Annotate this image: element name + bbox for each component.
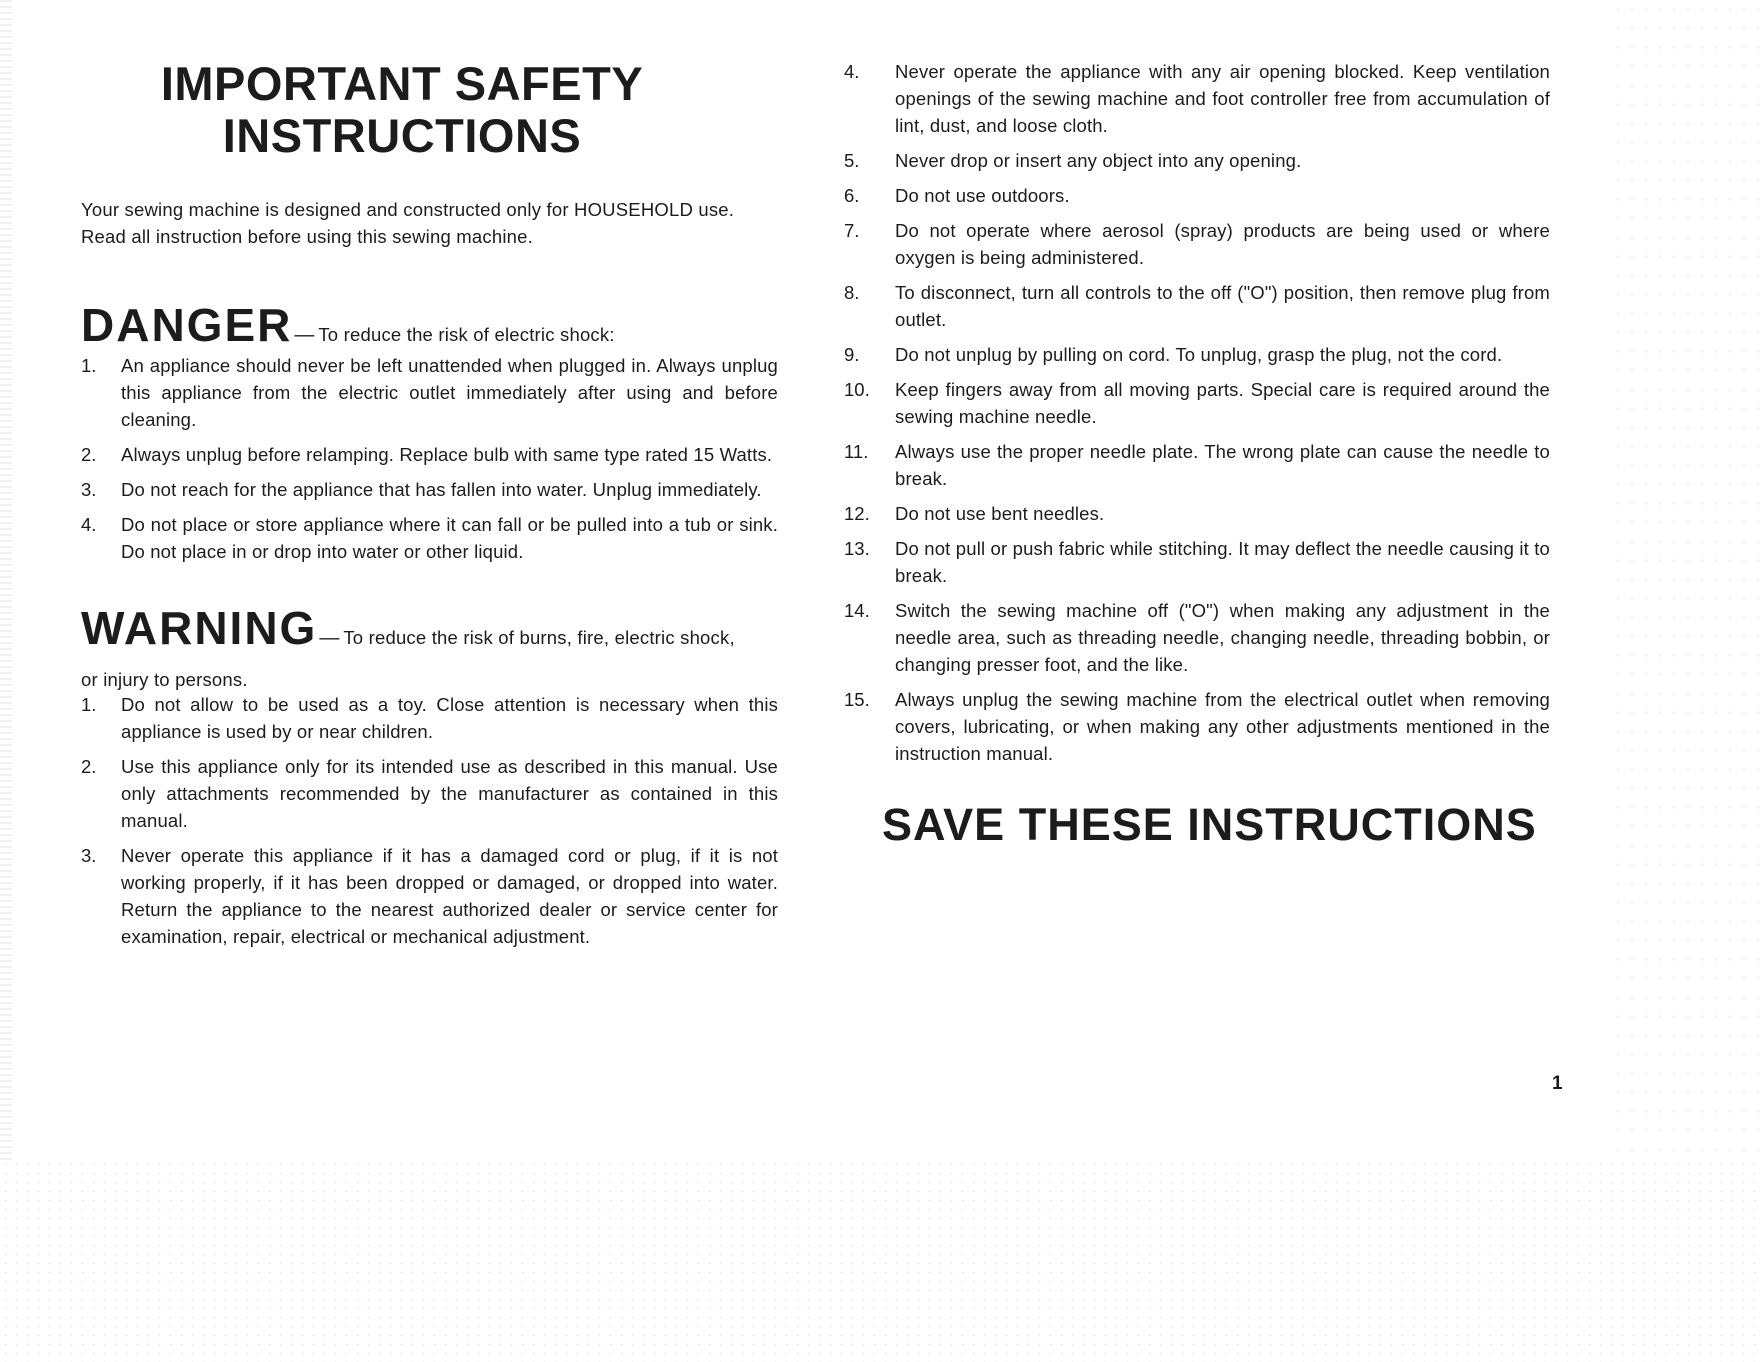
item-number: 4.: [81, 514, 97, 535]
item-text: Use this appliance only for its intended use as described in this manual. Use only attachments recommended by the manufacturer as contained in this manual.: [121, 756, 778, 831]
list-item: [844, 58, 1550, 139]
warning-subtitle: To reduce the risk of burns, fire, electric shock,: [343, 627, 735, 648]
warning-heading: [81, 601, 778, 655]
danger-list: [81, 352, 778, 565]
list-item: [844, 686, 1550, 767]
warning-list: [81, 691, 778, 950]
danger-dash: —: [294, 324, 315, 346]
item-number: 15.: [844, 689, 870, 710]
item-number: 3.: [81, 845, 97, 866]
item-text: Do not allow to be used as a toy. Close attention is necessary when this appliance is used by or near children.: [121, 694, 778, 742]
list-item: [844, 376, 1550, 430]
list-item: [81, 842, 778, 950]
item-number: 4.: [844, 61, 860, 82]
item-text: To disconnect, turn all controls to the off ("O") position, then remove plug from outlet.: [895, 282, 1550, 330]
warning-dash: —: [319, 627, 340, 649]
list-item: [81, 691, 778, 745]
list-item: [844, 217, 1550, 271]
left-column: [81, 58, 778, 958]
list-item: [81, 753, 778, 834]
item-number: 12.: [844, 503, 870, 524]
list-item: [81, 511, 778, 565]
list-item: [844, 182, 1550, 209]
item-text: Do not use outdoors.: [895, 185, 1070, 206]
title-line-2: INSTRUCTIONS: [222, 109, 582, 162]
item-text: Keep fingers away from all moving parts. Special care is required around the sewing machine needle.: [895, 379, 1550, 427]
item-number: 13.: [844, 538, 870, 559]
item-number: 14.: [844, 600, 870, 621]
item-number: 2.: [81, 756, 97, 777]
danger-word: DANGER: [81, 299, 293, 351]
save-instructions-heading: SAVE THESE INSTRUCTIONS: [882, 799, 1537, 850]
item-text: Do not operate where aerosol (spray) products are being used or where oxygen is being administered.: [895, 220, 1550, 268]
item-number: 1.: [81, 355, 97, 376]
intro-paragraph: [81, 196, 778, 250]
list-item: [844, 535, 1550, 589]
warning-word: WARNING: [81, 602, 318, 654]
item-text: An appliance should never be left unattended when plugged in. Always unplug this appliance from the electric outlet immediately after using and before cleaning.: [121, 355, 778, 430]
item-text: Never operate this appliance if it has a damaged cord or plug, if it is not working properly, if it has been dropped or damaged, or dropped into water. Return the appliance to the nearest authorized dealer or service center for examination, repair, electrical or mechanical adjustment.: [121, 845, 778, 947]
right-column: [844, 58, 1550, 851]
item-number: 3.: [81, 479, 97, 500]
list-item: [81, 476, 778, 503]
item-text: Always use the proper needle plate. The wrong plate can cause the needle to break.: [895, 441, 1550, 489]
list-item: [844, 597, 1550, 678]
intro-line-2: Read all instruction before using this sewing machine.: [81, 226, 533, 247]
list-item: [844, 438, 1550, 492]
item-text: Never drop or insert any object into any opening.: [895, 150, 1302, 171]
item-text: Never operate the appliance with any air opening blocked. Keep ventilation openings of the sewing machine and foot controller free from accumulation of lint, dust, and loose cloth.: [895, 61, 1550, 136]
list-item: [81, 352, 778, 433]
item-number: 7.: [844, 220, 860, 241]
scan-noise-bottom: [0, 1160, 1761, 1362]
danger-subtitle: To reduce the risk of electric shock:: [318, 324, 615, 345]
list-item: [844, 500, 1550, 527]
item-number: 2.: [81, 444, 97, 465]
warning-list-continued: [844, 58, 1550, 767]
page-title: [81, 58, 778, 162]
item-text: Switch the sewing machine off ("O") when making any adjustment in the needle area, such as threading needle, changing needle, threading bobbin, or changing presser foot, and the like.: [895, 600, 1550, 675]
item-number: 8.: [844, 282, 860, 303]
list-item: [81, 441, 778, 468]
item-number: 1.: [81, 694, 97, 715]
item-text: Always unplug before relamping. Replace bulb with same type rated 15 Watts.: [121, 444, 773, 465]
list-item: [844, 341, 1550, 368]
scan-edge-left: [0, 0, 12, 1160]
item-text: Do not pull or push fabric while stitching. It may deflect the needle causing it to break.: [895, 538, 1550, 586]
scan-noise-right: [1611, 0, 1761, 1160]
danger-heading: [81, 298, 778, 352]
item-number: 9.: [844, 344, 860, 365]
list-item: [844, 279, 1550, 333]
warning-subtitle-continuation: or injury to persons.: [81, 669, 248, 690]
intro-line-1: Your sewing machine is designed and constructed only for HOUSEHOLD use.: [81, 199, 735, 220]
item-number: 11.: [844, 441, 869, 462]
item-text: Always unplug the sewing machine from the electrical outlet when removing covers, lubricating, or when making any other adjustments mentioned in the instruction manual.: [895, 689, 1550, 764]
item-text: Do not reach for the appliance that has fallen into water. Unplug immediately.: [121, 479, 762, 500]
page-number: 1: [1552, 1073, 1563, 1094]
item-number: 10.: [844, 379, 870, 400]
item-text: Do not place or store appliance where it can fall or be pulled into a tub or sink. Do not place in or drop into water or other liquid.: [121, 514, 778, 562]
item-number: 6.: [844, 185, 860, 206]
list-item: [844, 147, 1550, 174]
item-text: Do not unplug by pulling on cord. To unplug, grasp the plug, not the cord.: [895, 344, 1503, 365]
item-number: 5.: [844, 150, 860, 171]
title-line-1: IMPORTANT SAFETY: [160, 57, 644, 110]
item-text: Do not use bent needles.: [895, 503, 1105, 524]
